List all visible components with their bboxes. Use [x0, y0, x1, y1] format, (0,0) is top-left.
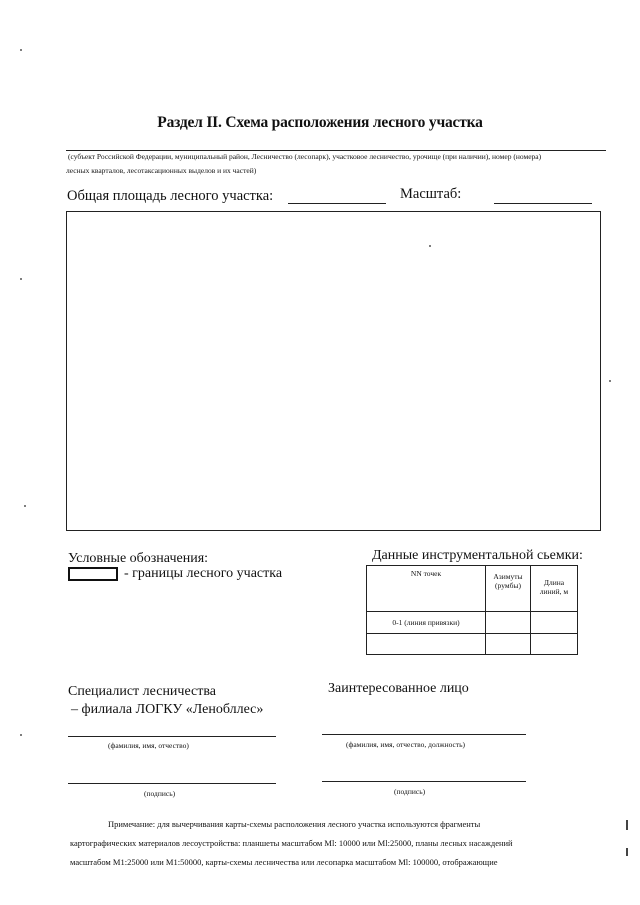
specialist-title: Специалист лесничества [68, 684, 216, 699]
note-paragraph [70, 815, 610, 872]
header-length: Длина линий, м [531, 566, 578, 612]
note-line: Примечание: для вычерчивания карты-схемы расположения лесного участка используются фрагменты [108, 819, 481, 829]
table-cell[interactable]: 0-1 (линия привязки) [367, 612, 486, 634]
specialist-block [68, 683, 263, 719]
legend-item-label: - границы лесного участка [124, 566, 283, 581]
boundary-legend-symbol [68, 567, 118, 581]
header-points: NN точек [367, 566, 486, 612]
survey-table [366, 565, 578, 655]
scan-speck [20, 49, 22, 51]
subject-caption [66, 150, 606, 178]
scale-field[interactable] [494, 203, 592, 204]
interested-signature-caption: (подпись) [394, 787, 426, 796]
table-cell[interactable] [486, 634, 531, 655]
area-label: Общая площадь лесного участка: [67, 188, 274, 204]
map-scheme-frame [66, 211, 601, 531]
table-cell[interactable] [486, 612, 531, 634]
scan-edge-mark [626, 820, 628, 830]
header-azimuths: Азимуты (румбы) [486, 566, 531, 612]
interested-party-title: Заинтересованное лицо [328, 681, 469, 696]
subject-caption-line2: лесных кварталов, лесотаксационных выделов и их частей) [66, 166, 257, 175]
note-line: масштабом M1:25000 или M1:50000, карты-схемы лесничества или лесопарка масштабом Ml: 100000, отображающие [70, 857, 498, 867]
table-row [367, 612, 578, 634]
specialist-name-field[interactable] [68, 736, 276, 737]
interested-name-caption: (фамилия, имя, отчество, должность) [346, 740, 466, 749]
scan-speck [24, 505, 26, 507]
page-title: Раздел II. Схема расположения лесного участка [157, 114, 483, 131]
specialist-branch: – филиала ЛОГКУ «Ленобллес» [71, 702, 264, 717]
legend-title: Условные обозначения: [68, 551, 209, 566]
area-field[interactable] [288, 203, 386, 204]
interested-signature-field[interactable] [322, 781, 526, 782]
specialist-signature-caption: (подпись) [144, 789, 176, 798]
interested-name-field[interactable] [322, 734, 526, 735]
table-row [367, 634, 578, 655]
subject-caption-line1: (субъект Российской Федерации, муниципальный район, Лесничество (лесопарк), участковое лесничество, урочище (при наличии), номер (номера) [68, 152, 542, 161]
note-line: картографических материалов лесоустройства: планшеты масштабом Ml: 10000 или Ml:25000, планы лесных насаждений [70, 838, 513, 848]
table-cell[interactable] [531, 634, 578, 655]
scan-speck [609, 380, 611, 382]
table-header-row [367, 566, 578, 612]
survey-title: Данные инструментальной сьемки: [372, 548, 583, 563]
specialist-signature-field[interactable] [68, 783, 276, 784]
scan-speck [20, 278, 22, 280]
table-cell[interactable] [531, 612, 578, 634]
specialist-name-caption: (фамилия, имя, отчество) [108, 741, 189, 750]
scan-speck [20, 734, 22, 736]
scan-edge-mark [626, 848, 628, 856]
table-cell[interactable] [367, 634, 486, 655]
scale-label: Масштаб: [400, 186, 462, 202]
scan-speck [429, 245, 431, 247]
